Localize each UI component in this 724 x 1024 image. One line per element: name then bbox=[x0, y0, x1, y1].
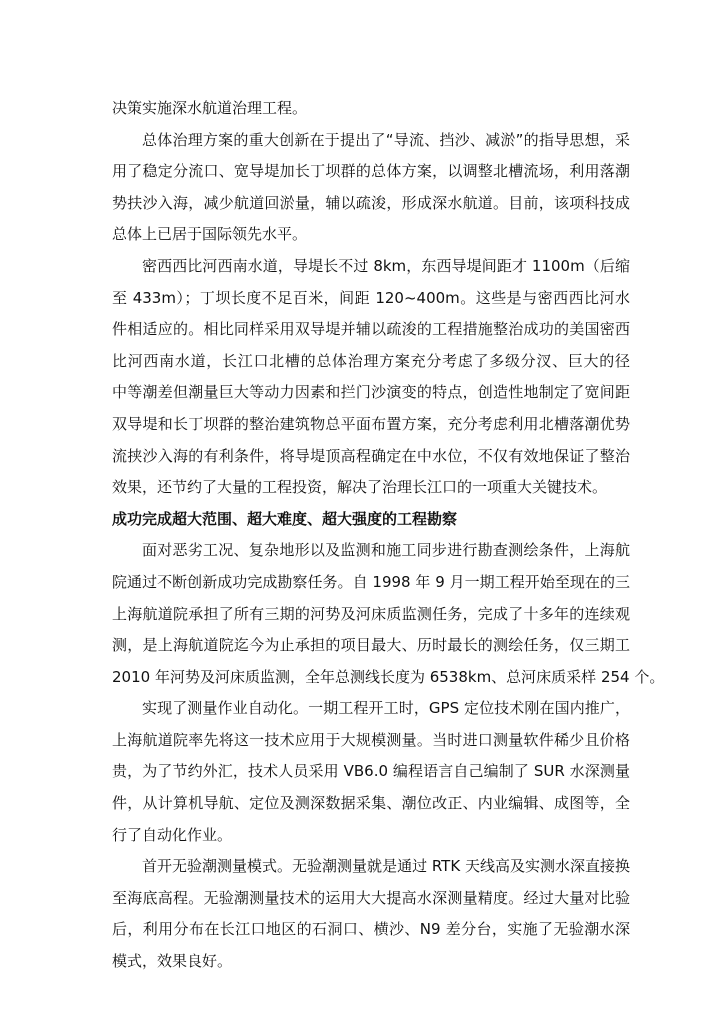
text-line: 用了稳定分流口、宽导堤加长丁坝群的总体方案，以调整北槽流场，利用落潮 bbox=[112, 162, 630, 181]
paragraph-first-line: 实现了测量作业自动化。一期工程开工时，GPS 定位技术刚在国内推广， bbox=[142, 699, 630, 718]
text-line: 行了自动化作业。 bbox=[112, 825, 233, 844]
text-line: 双导堤和长丁坝群的整治建筑物总平面布置方案，充分考虑利用北槽落潮优势 bbox=[112, 414, 630, 433]
paragraph-first-line: 首开无验潮测量模式。无验潮测量就是通过 RTK 天线高及实测水深直接换 bbox=[142, 857, 630, 876]
text-line: 后，利用分布在长江口地区的石洞口、横沙、N9 差分台，实施了无验潮水深 bbox=[112, 920, 630, 939]
text-line: 院通过不断创新成功完成勘察任务。自 1998 年 9 月一期工程开始至现在的三 bbox=[112, 572, 630, 591]
document-page bbox=[112, 93, 665, 978]
text-line: 测，是上海航道院迄今为止承担的项目最大、历时最长的测绘任务，仅三期工 bbox=[112, 636, 630, 655]
text-line: 件，从计算机导航、定位及测深数据采集、潮位改正、内业编辑、成图等，全 bbox=[112, 794, 630, 813]
text-line: 中等潮差但潮量巨大等动力因素和拦门沙演变的特点，创造性地制定了宽间距 bbox=[112, 383, 630, 402]
paragraph-first-line: 总体治理方案的重大创新在于提出了“导流、挡沙、减淤”的指导思想，采 bbox=[142, 130, 630, 149]
text-line: 至 433m）；丁坝长度不足百米，间距 120~400m。这些是与密西西比河水 bbox=[112, 288, 630, 307]
text-line: 件相适应的。相比同样采用双导堤并辅以疏浚的工程措施整治成功的美国密西 bbox=[112, 320, 630, 339]
text-line: 上海航道院承担了所有三期的河势及河床质监测任务，完成了十多年的连续观 bbox=[112, 604, 630, 623]
text-line: 模式，效果良好。 bbox=[112, 952, 233, 971]
text-line: 2010 年河势及河床质监测，全年总测线长度为 6538km、总河床质采样 254 个。 bbox=[112, 667, 665, 686]
text-line: 总体上已居于国际领先水平。 bbox=[112, 225, 308, 244]
text-line: 贵，为了节约外汇，技术人员采用 VB6.0 编程语言自己编制了 SUR 水深测量 bbox=[112, 762, 630, 781]
text-line: 比河西南水道，长江口北槽的总体治理方案充分考虑了多级分汊、巨大的径 bbox=[112, 351, 630, 370]
text-line: 至海底高程。无验潮测量技术的运用大大提高水深测量精度。经过大量对比验 bbox=[112, 888, 630, 907]
text-line: 势扶沙入海，减少航道回淤量，辅以疏浚，形成深水航道。目前，该项科技成 bbox=[112, 193, 630, 212]
paragraph-first-line: 面对恶劣工况、复杂地形以及监测和施工同步进行勘查测绘条件，上海航 bbox=[142, 541, 630, 560]
paragraph-first-line: 密西西比河西南水道，导堤长不过 8km，东西导堤间距才 1100m（后缩 bbox=[142, 256, 630, 275]
text-line: 流挟沙入海的有利条件，将导堤顶高程确定在中水位，不仅有效地保证了整治 bbox=[112, 446, 630, 465]
text-line: 决策实施深水航道治理工程。 bbox=[112, 99, 308, 117]
text-line: 上海航道院率先将这一技术应用于大规模测量。当时进口测量软件稀少且价格 bbox=[112, 730, 630, 749]
section-heading: 成功完成超大范围、超大难度、超大强度的工程勘察 bbox=[112, 509, 458, 528]
text-line: 效果，还节约了大量的工程投资，解决了治理长江口的一项重大关键技术。 bbox=[112, 478, 608, 497]
